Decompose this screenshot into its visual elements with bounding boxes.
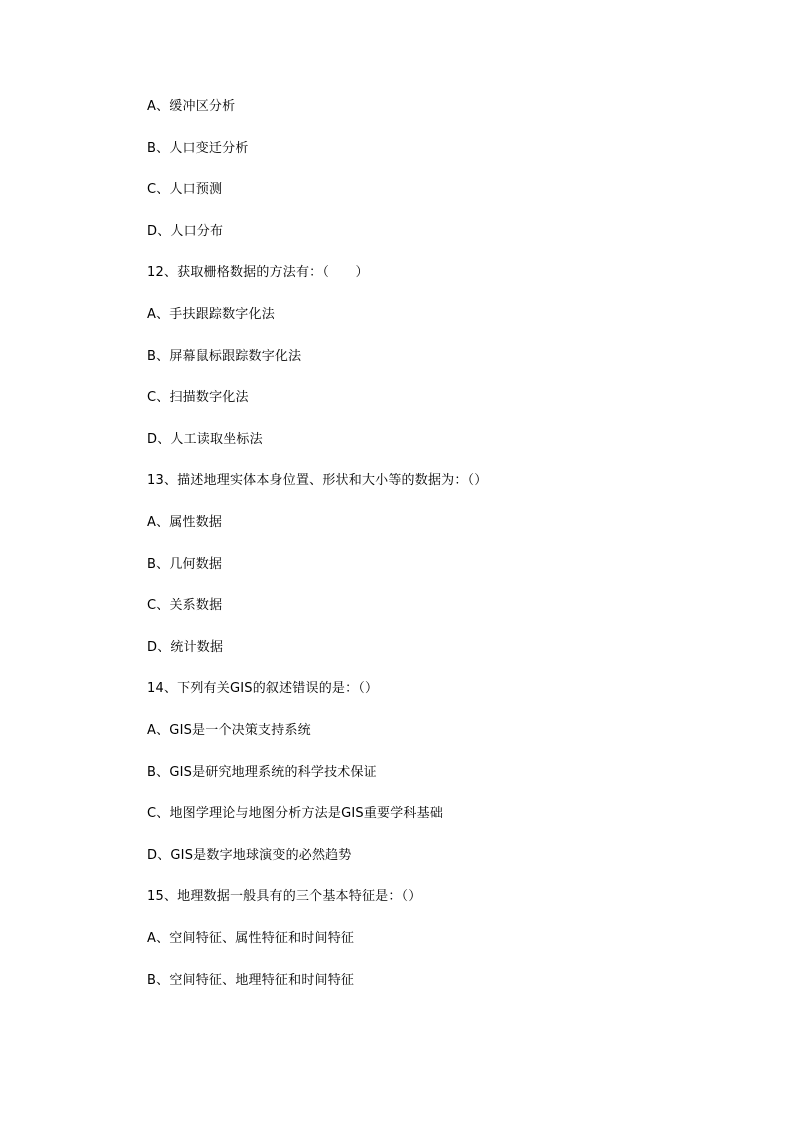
option-b-q11: B、人口变迁分析 [147,141,249,156]
option-d-q11: D、人口分布 [147,224,224,239]
option-c-q14: C、地图学理论与地图分析方法是GIS重要学科基础 [147,806,444,821]
option-b-q14: B、GIS是研究地理系统的科学技术保证 [147,765,377,780]
option-a-q11: A、缓冲区分析 [147,99,236,114]
option-b-q15: B、空间特征、地理特征和时间特征 [147,973,355,988]
question-14: 14、下列有关GIS的叙述错误的是：（） [147,681,379,696]
option-b-q12: B、屏幕鼠标跟踪数字化法 [147,349,302,364]
option-a-q13: A、属性数据 [147,515,223,530]
option-b-q13: B、几何数据 [147,557,223,572]
question-12: 12、获取栅格数据的方法有：（ ） [147,265,369,280]
option-c-q12: C、扫描数字化法 [147,390,249,405]
option-d-q14: D、GIS是数字地球演变的必然趋势 [147,848,352,863]
option-d-q13: D、统计数据 [147,640,224,655]
option-a-q15: A、空间特征、属性特征和时间特征 [147,931,355,946]
option-a-q14: A、GIS是一个决策支持系统 [147,723,311,738]
question-15: 15、地理数据一般具有的三个基本特征是：（） [147,889,422,904]
question-13: 13、描述地理实体本身位置、形状和大小等的数据为：（） [147,473,488,488]
option-d-q12: D、人工读取坐标法 [147,432,263,447]
option-c-q13: C、关系数据 [147,598,223,613]
option-c-q11: C、人口预测 [147,182,223,197]
option-a-q12: A、手扶跟踪数字化法 [147,307,275,322]
